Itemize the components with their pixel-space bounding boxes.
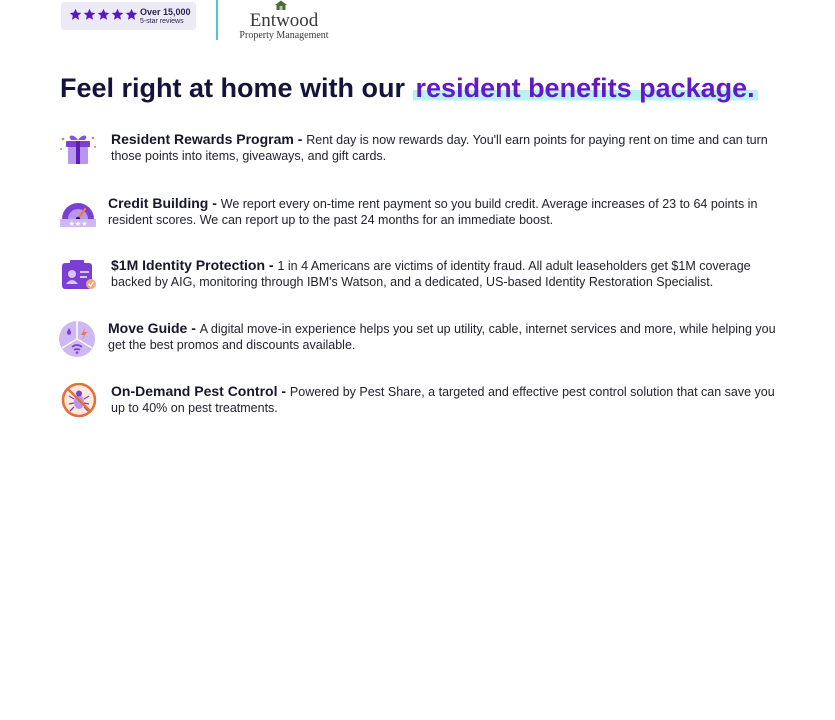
star-icon: [111, 8, 124, 21]
benefit-text: [111, 131, 778, 164]
headline-highlight: resident benefits package.: [413, 73, 758, 103]
star-icon: [69, 8, 82, 21]
star-icon: [125, 8, 138, 21]
utilities-icon: [58, 320, 98, 358]
benefit-text: [108, 320, 778, 353]
company-logo[interactable]: [230, 0, 338, 46]
review-count: Over 15,000: [140, 7, 191, 17]
svg-text:★★★: ★★★: [68, 220, 88, 228]
benefit-description: Powered by Pest Share, a targeted and effective pest control solution that can save you up to 40% on pest treatments.: [111, 385, 775, 415]
benefit-description: A digital move-in experience helps you set up utility, cable, internet services and more, while helping you get the best promos and discounts available.: [108, 322, 776, 352]
benefit-description: 1 in 4 Americans are victims of identity fraud. All adult leaseholders get $1M coverage backed by AIG, monitoring through IBM's Watson, and a dedicated, US-based Identity Restoration Specialist.: [111, 259, 751, 289]
pest-icon: [58, 383, 98, 421]
review-label: 5-star reviews: [140, 18, 184, 25]
logo-subtitle: Property Management: [239, 30, 329, 41]
benefit-text: [111, 257, 778, 290]
benefit-title: Credit Building -: [108, 195, 221, 211]
benefit-description: We report every on-time rent payment so you build credit. Average increases of 23 to 64 points in resident scores. We can report up to the past 24 months for an immediate boost.: [108, 197, 758, 227]
gift-icon: [58, 131, 98, 169]
header-divider: [216, 0, 218, 40]
star-icon: [83, 8, 96, 21]
header: [0, 0, 835, 48]
credit-gauge-icon: [58, 195, 98, 233]
star-icon: [97, 8, 110, 21]
rating-badge: [61, 2, 196, 30]
id-card-icon: [58, 257, 98, 295]
benefit-description: Rent day is now rewards day. You'll earn points for paying rent on time and can turn those points into items, giveaways, and gift cards.: [111, 133, 768, 163]
benefit-item-credit: [58, 195, 778, 239]
benefit-item-move: [58, 320, 778, 364]
star-rating: [69, 8, 138, 24]
benefit-title: $1M Identity Protection -: [111, 257, 278, 273]
headline-prefix: Feel right at home with our: [60, 73, 413, 103]
logo-name: Entwood: [249, 10, 319, 31]
benefit-item-identity: [58, 257, 778, 301]
benefit-item-pest: [58, 383, 778, 427]
benefit-title: Resident Rewards Program -: [111, 131, 307, 147]
benefit-text: [111, 383, 778, 416]
benefit-title: Move Guide -: [108, 320, 200, 336]
benefit-text: [108, 195, 778, 228]
rating-text: [140, 8, 191, 25]
page-headline: [60, 70, 800, 106]
benefit-item-rewards: [58, 131, 778, 175]
benefit-title: On-Demand Pest Control -: [111, 383, 290, 399]
house-icon: [274, 0, 288, 10]
